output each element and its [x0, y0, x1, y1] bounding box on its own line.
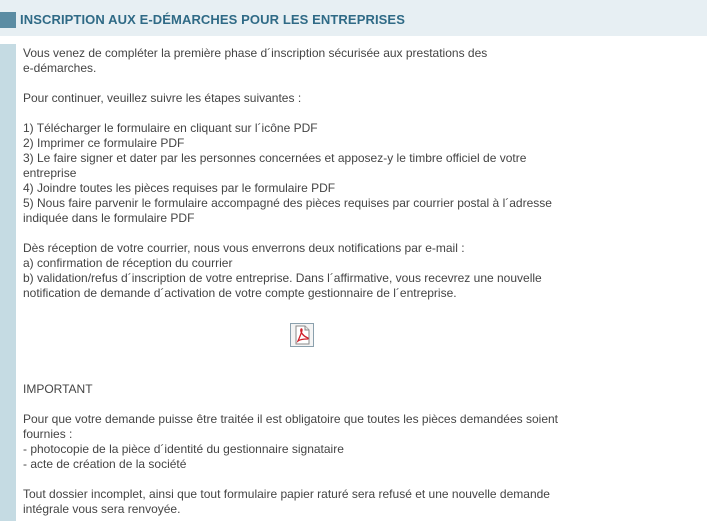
continue-text: Pour continuer, veuillez suivre les étapes suivantes :: [23, 91, 302, 105]
pdf-icon[interactable]: [291, 324, 313, 346]
intro-line-1: Vous venez de compléter la première phase d´inscription sécurisée aux prestations des: [23, 46, 488, 60]
intro-line-2: e-démarches.: [23, 61, 97, 75]
page-title: INSCRIPTION AUX E-DÉMARCHES POUR LES ENTREPRISES: [20, 12, 405, 27]
reception-item-b: b) validation/refus d´inscription de votre entreprise. Dans l´affirmative, vous recevrez une nouvelle: [23, 271, 542, 285]
left-accent-bar: [0, 44, 16, 521]
important-line-1: Pour que votre demande puisse être traitée il est obligatoire que toutes les pièces demandées soient: [23, 412, 558, 426]
step-4: 4) Joindre toutes les pièces requises par le formulaire PDF: [23, 181, 336, 195]
important-section: [23, 382, 583, 517]
step-3: 3) Le faire signer et dater par les personnes concernées et apposez-y le timbre officiel de votre: [23, 151, 527, 165]
warning-line-1: Tout dossier incomplet, ainsi que tout formulaire papier raturé sera refusé et une nouvelle demande: [23, 487, 550, 501]
warning-line-2: intégrale vous sera renvoyée.: [23, 502, 181, 516]
pdf-download-button[interactable]: [290, 323, 314, 347]
step-3-continued: entreprise: [23, 166, 77, 180]
required-doc-2: - acte de création de la société: [23, 457, 187, 471]
step-5-continued: indiquée dans le formulaire PDF: [23, 211, 195, 225]
step-1: 1) Télécharger le formulaire en cliquant sur l´icône PDF: [23, 121, 318, 135]
page-header: [0, 0, 707, 36]
reception-text: Dès réception de votre courrier, nous vous enverrons deux notifications par e-mail :: [23, 241, 465, 255]
reception-item-a: a) confirmation de réception du courrier: [23, 256, 233, 270]
important-title: IMPORTANT: [23, 382, 93, 396]
step-2: 2) Imprimer ce formulaire PDF: [23, 136, 185, 150]
step-5: 5) Nous faire parvenir le formulaire accompagné des pièces requises par courrier postal à l´adresse: [23, 196, 552, 210]
header-marker: [0, 12, 16, 28]
reception-item-b-continued: notification de demande d´activation de votre compte gestionnaire de l´entreprise.: [23, 286, 457, 300]
required-doc-1: - photocopie de la pièce d´identité du gestionnaire signataire: [23, 442, 344, 456]
main-content: [23, 46, 583, 301]
important-line-2: fournies :: [23, 427, 73, 441]
